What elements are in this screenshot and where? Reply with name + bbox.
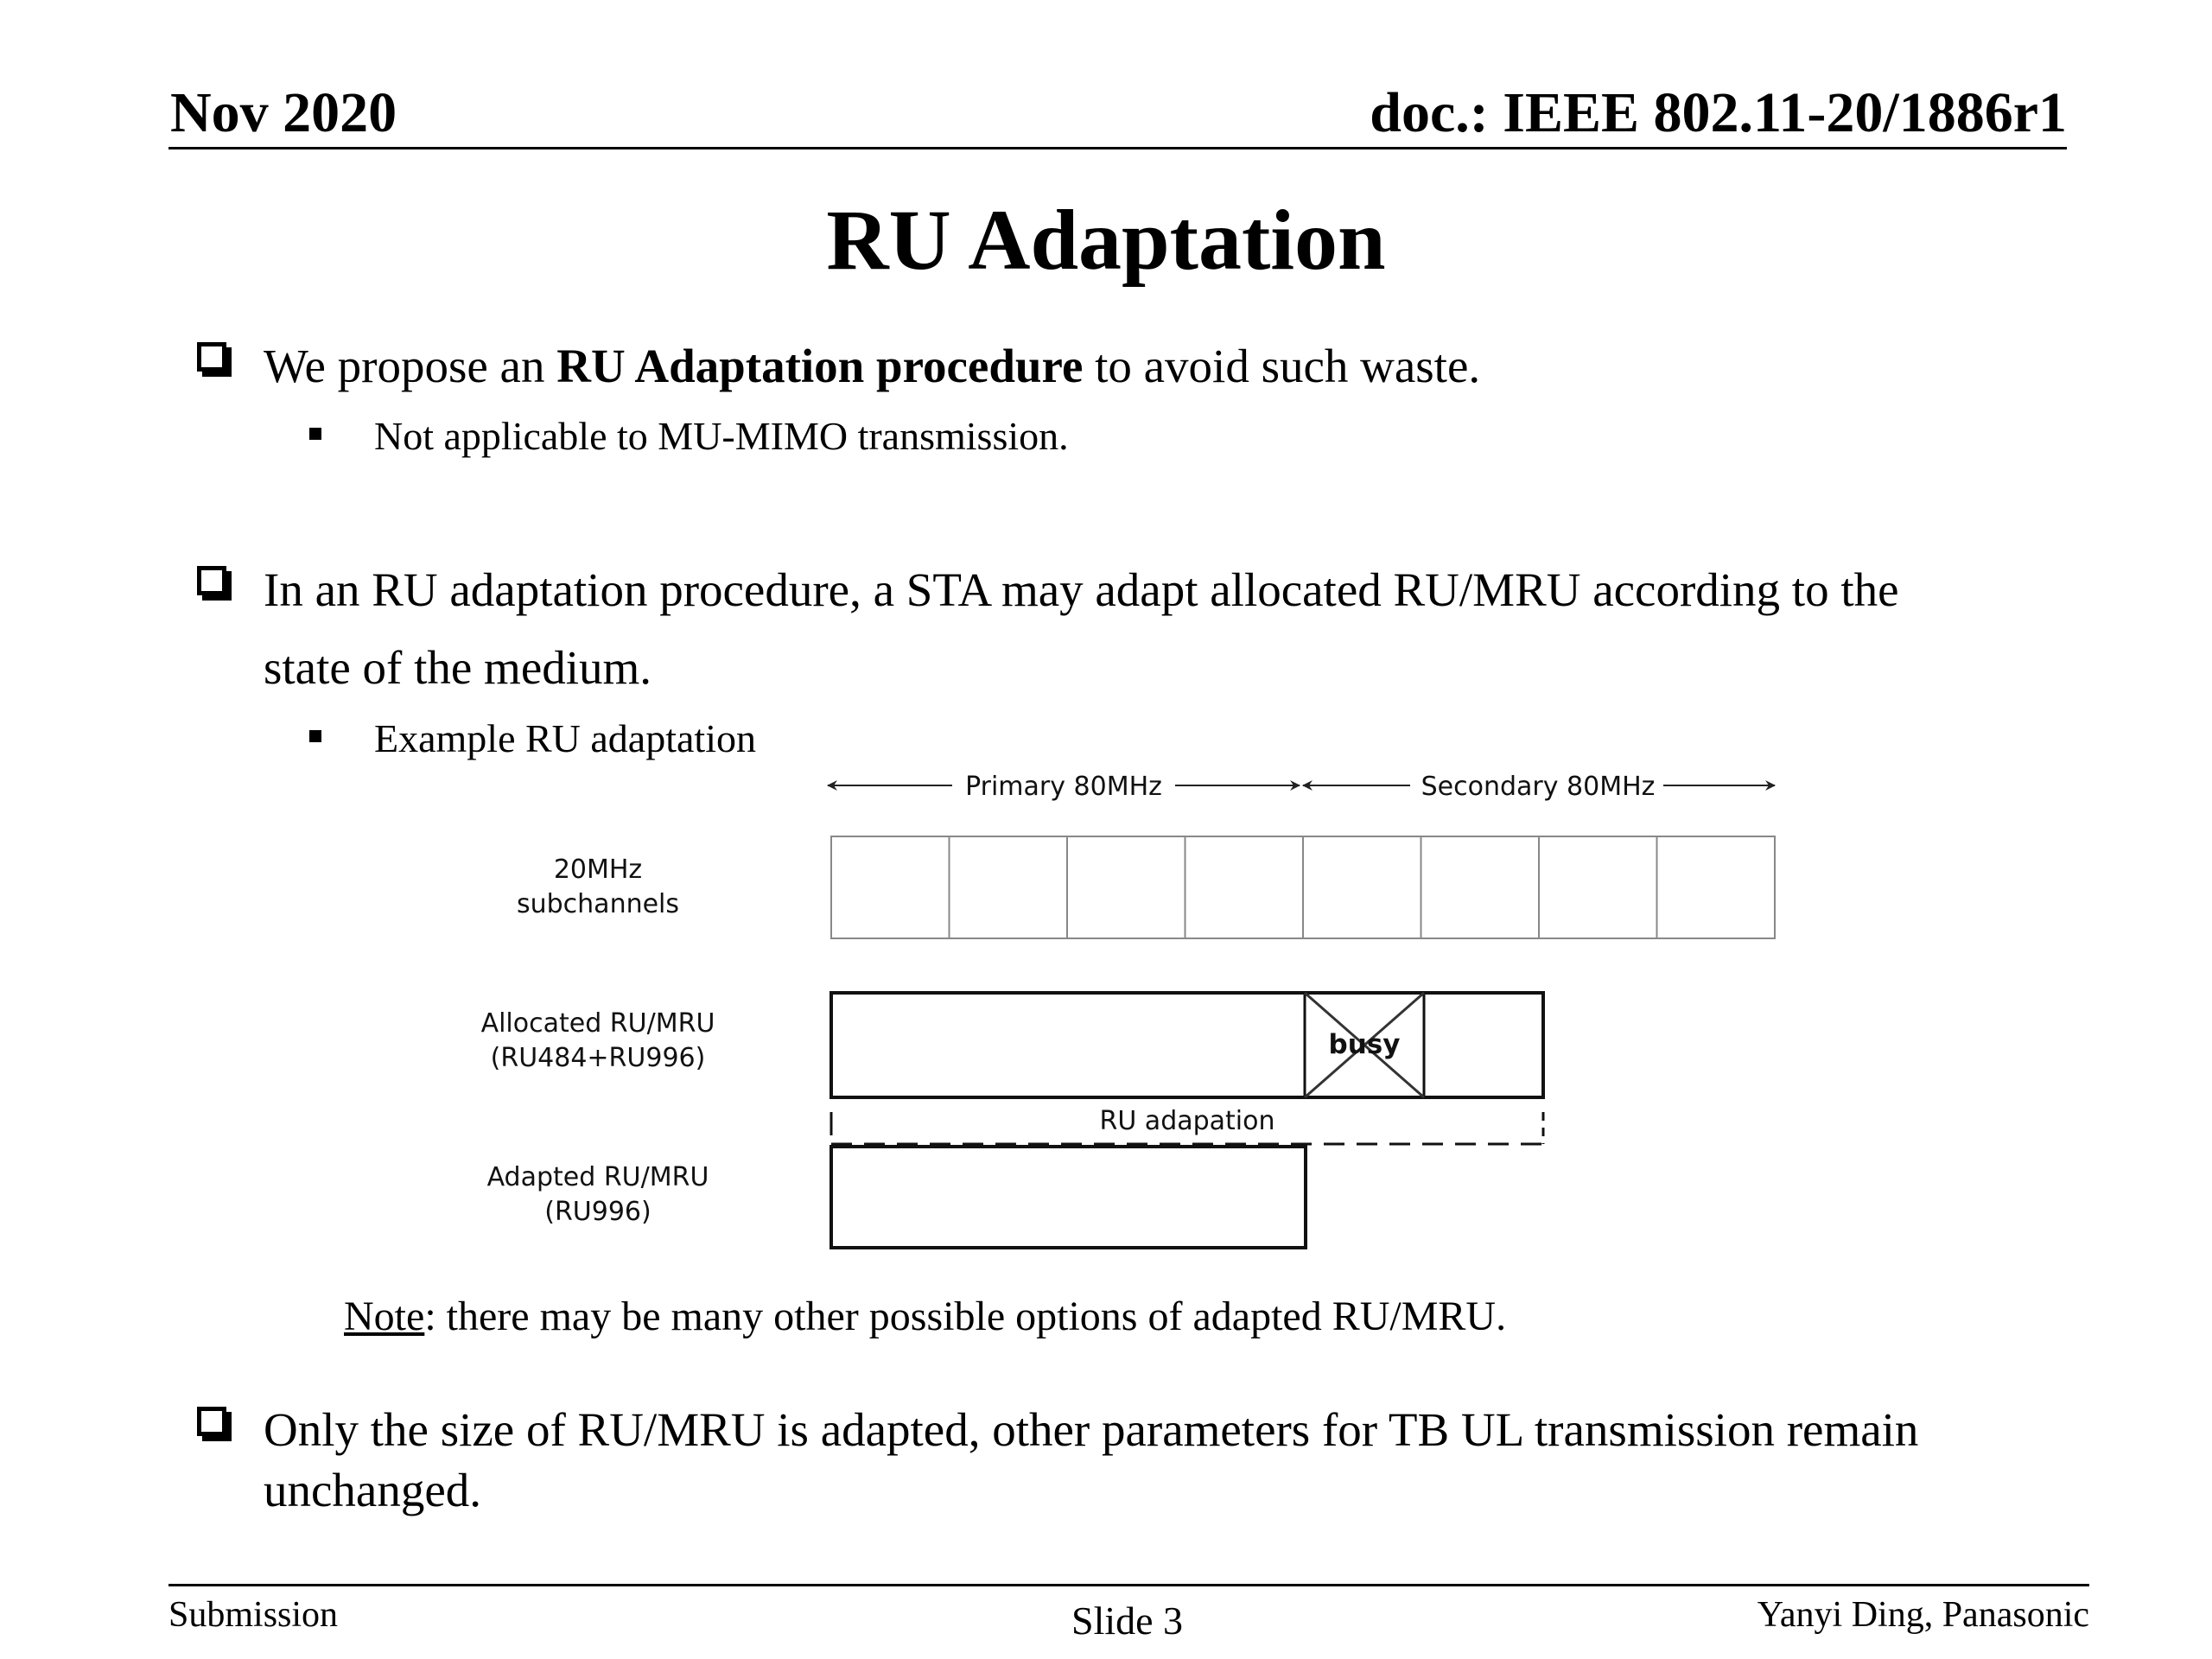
subchannel-cell [1421,836,1540,938]
footer-submission: Submission [168,1595,339,1635]
bullet-2-line-2: state of the medium. [264,641,652,694]
subchannel-grid [831,836,1775,938]
secondary-80mhz-arrow [1303,772,1775,802]
ru-adaptation-label: RU adapation [1099,1106,1275,1136]
bullet-1-pre: We propose an [264,340,557,392]
subchannels-label-line-1: 20MHz [553,855,643,885]
subchannel-cell [1303,836,1421,938]
busy-label: busy [1328,1029,1401,1060]
subchannel-cell [1657,836,1776,938]
subchannels-label-line-2: subchannels [516,889,680,919]
primary-80mhz-label: Primary 80MHz [965,772,1162,802]
bullet-2-sub-text: Example RU adaptation [374,716,756,760]
primary-80mhz-arrow [828,772,1300,802]
bullet-1-bold: RU Adaptation procedure [556,340,1084,392]
footer-author: Yanyi Ding, Panasonic [1757,1595,2089,1635]
subchannel-cell [1539,836,1657,938]
allocated-ru-block [831,993,1543,1097]
note-text: : there may be many other possible options of adapted RU/MRU. [424,1294,1507,1339]
subchannel-cell [950,836,1068,938]
allocated-label-line-2: (RU484+RU996) [490,1043,706,1073]
note-line [344,1296,1506,1338]
bullet-2-line-1: In an RU adaptation procedure, a STA may adapt allocated RU/MRU according to the [264,563,1899,616]
note-label: Note [344,1294,425,1339]
subchannel-cell [831,836,950,938]
secondary-80mhz-label: Secondary 80MHz [1421,772,1656,802]
header-date: Nov 2020 [170,81,397,144]
adapted-label-line-1: Adapted RU/MRU [486,1162,709,1192]
slide-title: RU Adaptation [826,192,1386,288]
box-bullet-icon [197,1407,226,1436]
footer-divider [168,1584,2089,1586]
bullet-3-line-2: unchanged. [264,1464,481,1516]
bullet-1-post: to avoid such waste. [1083,340,1481,392]
header-doc-id: doc.: IEEE 802.11-20/1886r1 [1370,81,2067,144]
allocated-label-line-1: Allocated RU/MRU [480,1008,715,1039]
adapted-ru-block [831,1147,1306,1248]
footer-slide-number: Slide 3 [1071,1599,1184,1643]
bullet-3-line-1: Only the size of RU/MRU is adapted, other parameters for TB UL transmission remain [264,1403,1919,1456]
subchannel-cell [1067,836,1185,938]
ru-adaptation-bracket [831,1103,1543,1144]
bullet-1-sub-text: Not applicable to MU-MIMO transmission. [374,414,1069,458]
subchannel-cell [1185,836,1304,938]
adapted-label-line-2: (RU996) [544,1197,652,1227]
